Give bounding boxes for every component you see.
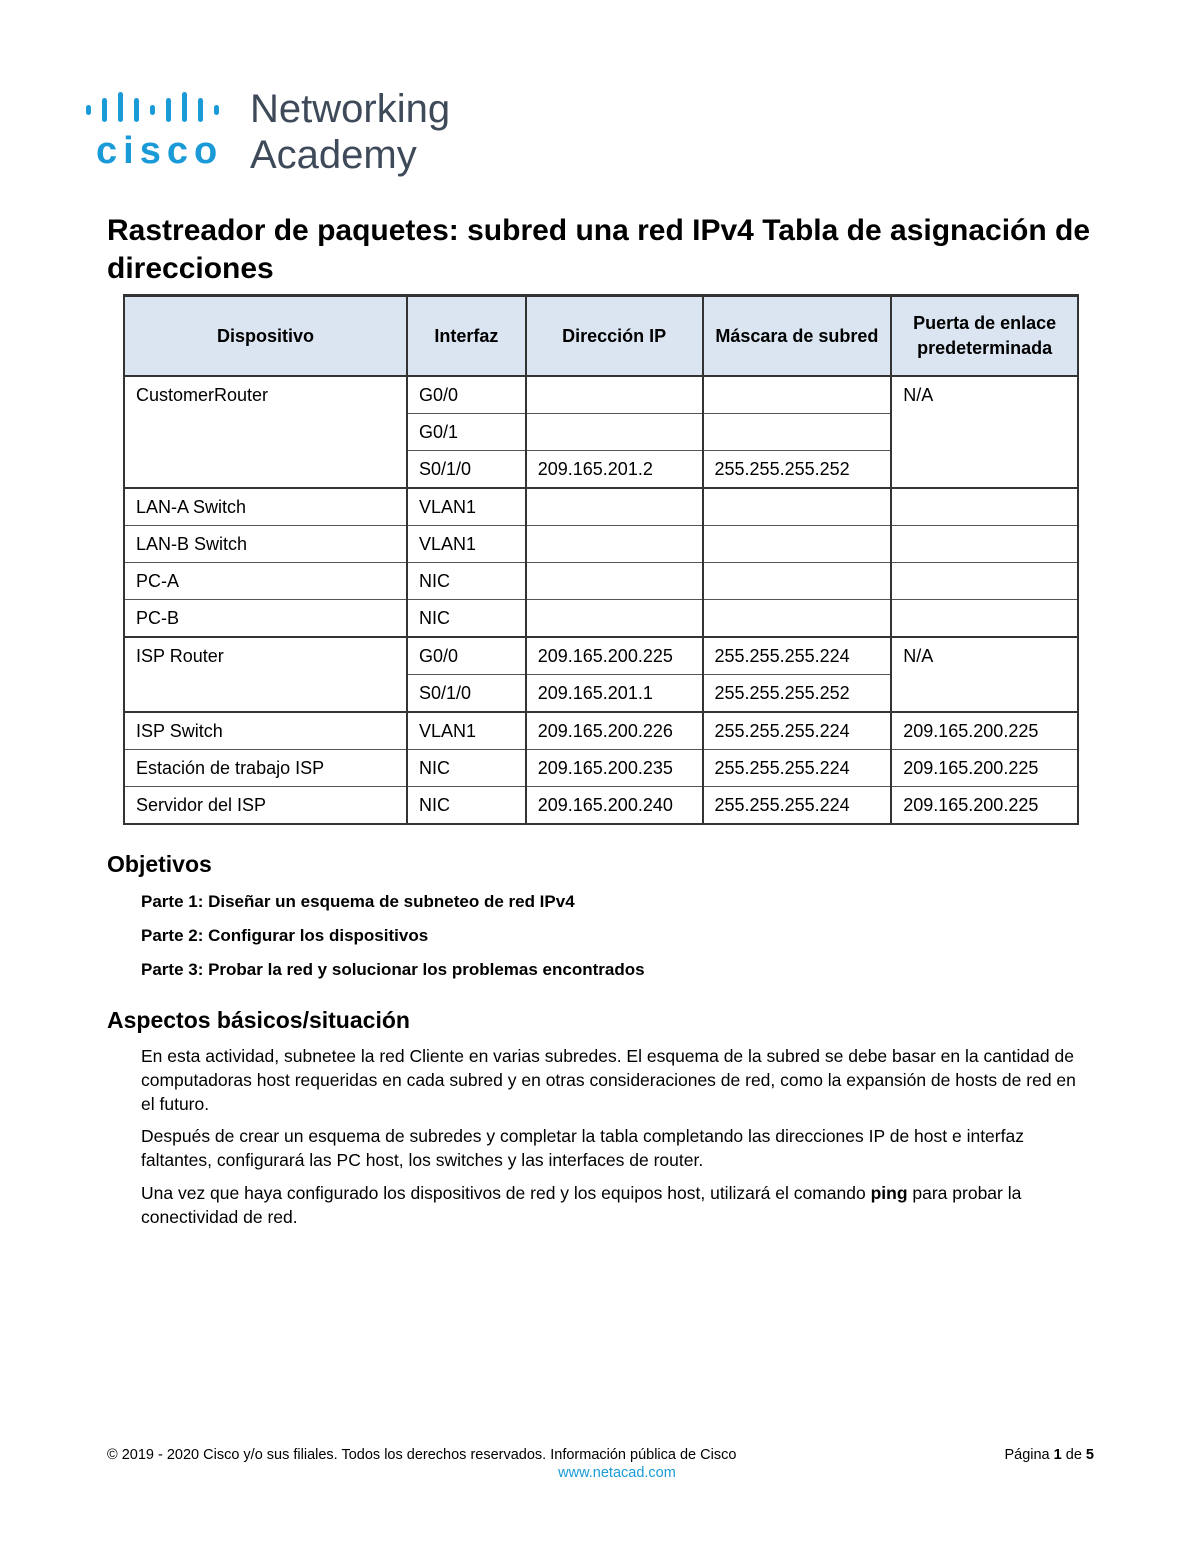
gateway-cell [891,488,1078,526]
document-title: Rastreador de paquetes: subred una red IPv4 Tabla de asignación de direcciones [107,214,1091,285]
paragraph-text: para probar la conectividad de red. [141,1183,1022,1227]
addressing-table [123,294,1079,825]
device-cell: PC-A [124,563,407,600]
table-row [124,750,1078,787]
mask-cell: 255.255.255.224 [703,637,892,675]
objectives-heading: Objetivos [107,851,212,877]
device-cell: Estación de trabajo ISP [124,750,407,787]
ip-cell: 209.165.200.240 [526,787,703,825]
device-cell: LAN-A Switch [124,488,407,526]
gateway-cell [891,600,1078,638]
table-row [124,563,1078,600]
logo-line-networking: Networking [250,87,451,131]
gateway-cell: N/A [891,376,1078,488]
device-cell: PC-B [124,600,407,638]
mask-cell [703,600,892,638]
page-separator: de [1061,1447,1086,1463]
table-row [124,376,1078,414]
background-paragraph-3 [141,1181,1091,1229]
page-label: Página [1004,1447,1054,1463]
gateway-cell [891,526,1078,563]
gateway-cell: 209.165.200.225 [891,787,1078,825]
header-device: Dispositivo [124,296,407,377]
page-total: 5 [1085,1447,1094,1463]
header-mask: Máscara de subred [703,296,892,377]
device-cell: ISP Router [124,637,407,712]
networking-academy-wordmark [250,86,450,178]
ip-cell [526,600,703,638]
logo-line-academy: Academy [250,133,417,177]
ip-cell [526,488,703,526]
objective-item: Parte 2: Configurar los dispositivos [141,926,429,945]
objective-item: Parte 3: Probar la red y solucionar los problemas encontrados [141,960,645,979]
mask-cell [703,414,892,451]
table-row [124,637,1078,675]
footer-copyright: © 2019 - 2020 Cisco y/o sus filiales. Todos los derechos reservados. Información pública de Cisco [107,1447,737,1463]
gateway-cell: 209.165.200.225 [891,750,1078,787]
ping-command: ping [870,1183,908,1203]
header-interface: Interfaz [407,296,526,377]
mask-cell: 255.255.255.252 [703,451,892,489]
paragraph-text: Una vez que haya configurado los dispositivos de red y los equipos host, utilizará el comando [141,1183,871,1203]
background-paragraph-1: En esta actividad, subnetee la red Cliente en varias subredes. El esquema de la subred se debe basar en la cantidad de computadoras host requeridas en cada subred y en otras consideraciones de red, como la expansión de hosts de red en el futuro. [141,1046,1076,1114]
table-header-row [124,296,1078,377]
interface-cell: VLAN1 [407,712,526,750]
gateway-cell: 209.165.200.225 [891,712,1078,750]
mask-cell [703,563,892,600]
table-row [124,526,1078,563]
interface-cell: G0/0 [407,376,526,414]
objective-item: Parte 1: Diseñar un esquema de subneteo de red IPv4 [141,892,575,911]
ip-cell: 209.165.200.225 [526,637,703,675]
device-cell: Servidor del ISP [124,787,407,825]
mask-cell [703,526,892,563]
interface-cell: VLAN1 [407,488,526,526]
mask-cell [703,488,892,526]
mask-cell: 255.255.255.252 [703,675,892,713]
ip-cell [526,563,703,600]
mask-cell [703,376,892,414]
interface-cell: S0/1/0 [407,451,526,489]
table-row [124,712,1078,750]
ip-cell [526,414,703,451]
footer-page-number [1004,1447,1094,1463]
table-row [124,787,1078,825]
page-current: 1 [1053,1447,1062,1463]
interface-cell: NIC [407,750,526,787]
interface-cell: G0/0 [407,637,526,675]
ip-cell: 209.165.200.226 [526,712,703,750]
mask-cell: 255.255.255.224 [703,787,892,825]
mask-cell: 255.255.255.224 [703,750,892,787]
interface-cell: S0/1/0 [407,675,526,713]
table-row [124,600,1078,638]
mask-cell: 255.255.255.224 [703,712,892,750]
interface-cell: NIC [407,600,526,638]
ip-cell [526,376,703,414]
networking-academy-logo [84,86,484,178]
device-cell: ISP Switch [124,712,407,750]
ip-cell: 209.165.200.235 [526,750,703,787]
cisco-wordmark: cisco [96,130,224,172]
ip-cell [526,526,703,563]
device-cell: LAN-B Switch [124,526,407,563]
background-heading: Aspectos básicos/situación [107,1007,410,1033]
gateway-cell [891,563,1078,600]
cisco-bars-icon [84,92,234,122]
background-paragraph-2: Después de crear un esquema de subredes y completar la tabla completando las direcciones IP de host e interfaz faltantes, configurará las PC host, los switches y las interfaces de router. [141,1126,1024,1170]
interface-cell: VLAN1 [407,526,526,563]
interface-cell: G0/1 [407,414,526,451]
interface-cell: NIC [407,787,526,825]
device-cell: CustomerRouter [124,376,407,488]
interface-cell: NIC [407,563,526,600]
ip-cell: 209.165.201.2 [526,451,703,489]
header-gateway: Puerta de enlace predeterminada [891,296,1078,377]
header-ip: Dirección IP [526,296,703,377]
table-row [124,488,1078,526]
gateway-cell: N/A [891,637,1078,712]
footer-url-link[interactable]: www.netacad.com [558,1465,676,1481]
ip-cell: 209.165.201.1 [526,675,703,713]
